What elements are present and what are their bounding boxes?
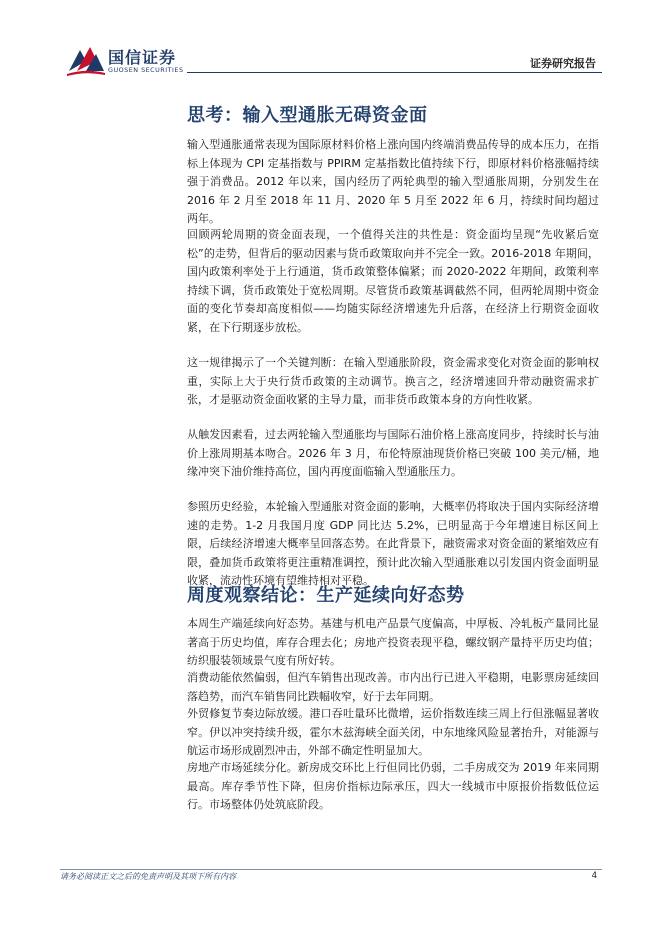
footer-divider [60,869,602,870]
paragraph-consumption: 消费动能依然偏弱，但汽车销售出现改善。市内出行已进入平稳期，电影票房延续回落趋势，而汽车销售同比跌幅收窄，好于去年同期。 [187,671,599,703]
guosen-logo-icon [66,44,106,78]
report-type-label: 证券研究报告 [530,57,596,70]
paragraph-inflation-definition: 输入型通胀通常表现为国际原材料价格上涨向国内终端消费品传导的成本压力，在指标上体现为 CPI 定基指数与 PPIRM 定基指数比值持续下行，即原材料价格涨幅持续强于消费品。2012 年以来，国内经历了两轮典型的输入型通胀周期，分别发生在 2016 年 2 月至 2018 年 11 月、2020 年 5 月至 2022 年 6 月，持续时间均超过两年。 [187,138,599,225]
paragraph-trade: 外贸修复节奏边际放缓。港口吞吐量环比微增，运价指数连续三周上行但涨幅显著收窄。伊以冲突持续升级，霍尔木兹海峡全面关闭，中东地缘风险显著抬升，对能源与航运市场形成剧烈冲击，外部不确定性明显加大。 [187,707,599,757]
section-title-weekly-conclusion: 周度观察结论：生产延续向好态势 [187,585,465,606]
section-title-inflation: 思考：输入型通胀无碍资金面 [187,105,428,126]
page-number: 4 [591,871,597,881]
paragraph-key-judgment: 这一规律揭示了一个关键判断：在输入型通胀阶段，资金需求变化对资金面的影响权重，实际上大于央行货币政策的主动调节。换言之，经济增速回升带动融资需求扩张，才是驱动资金面收紧的主导力量，而非货币政策本身的方向性收紧。 [187,356,599,406]
page-header [0,0,662,80]
paragraph-real-estate: 房地产市场延续分化。新房成交环比上行但同比仍弱，二手房成交为 2019 年来同期最高。库存季节性下降，但房价指标边际承压，四大一线城市中原报价指数低位运行。市场整体仍处筑底阶段。 [187,761,599,811]
paragraph-production: 本周生产端延续向好态势。基建与机电产品景气度偏高，中厚板、冷轧板产量同比显著高于历史均值，库存合理去化；房地产投资表现平稳，螺纹钢产量持平历史均值；纺织服装领域景气度有所好转。 [187,617,599,667]
paragraph-outlook: 参照历史经验，本轮输入型通胀对资金面的影响，大概率仍将取决于国内实际经济增速的走势。1-2 月我国月度 GDP 同比达 5.2%，已明显高于今年增速目标区间上限，后续经济增速大概率呈回落态势。在此背景下，融资需求对资金面的紧缩效应有限，叠加货币政策将更注重精准调控，预计此次输入型通胀难以引发国内资金面明显收紧，流动性环境有望维持相对平稳。 [187,500,599,587]
paragraph-trigger-factors: 从触发因素看，过去两轮输入型通胀均与国际石油价格上涨高度同步，持续时长与油价上涨周期基本吻合。2026 年 3 月，布伦特原油现货价格已突破 100 美元/桶，地缘冲突下油价维持高位，国内再度面临输入型通胀压力。 [187,428,599,478]
logo-english-name: GUOSEN SECURITIES [108,66,184,74]
paragraph-liquidity-review: 回顾两轮周期的资金面表现，一个值得关注的共性是：资金面均呈现“先收紧后宽松”的走势，但背后的驱动因素与货币政策取向并不完全一致。2016-2018 年期间，国内政策利率处于上行通道，货币政策整体偏紧；而 2020-2022 年期间，政策利率持续下调，货币政策处于宽松周期。尽管货币政策基调截然不同，但两轮周期中资金面的变化节奏却高度相似——均随实际经济增速先升后落，在经济上行期资金面收紧，在下行期逐步放松。 [187,228,599,334]
logo-chinese-name: 国信证券 [108,48,177,67]
footer-disclaimer: 请务必阅读正文之后的免责声明及其项下所有内容 [60,872,236,881]
header-divider [187,72,602,73]
